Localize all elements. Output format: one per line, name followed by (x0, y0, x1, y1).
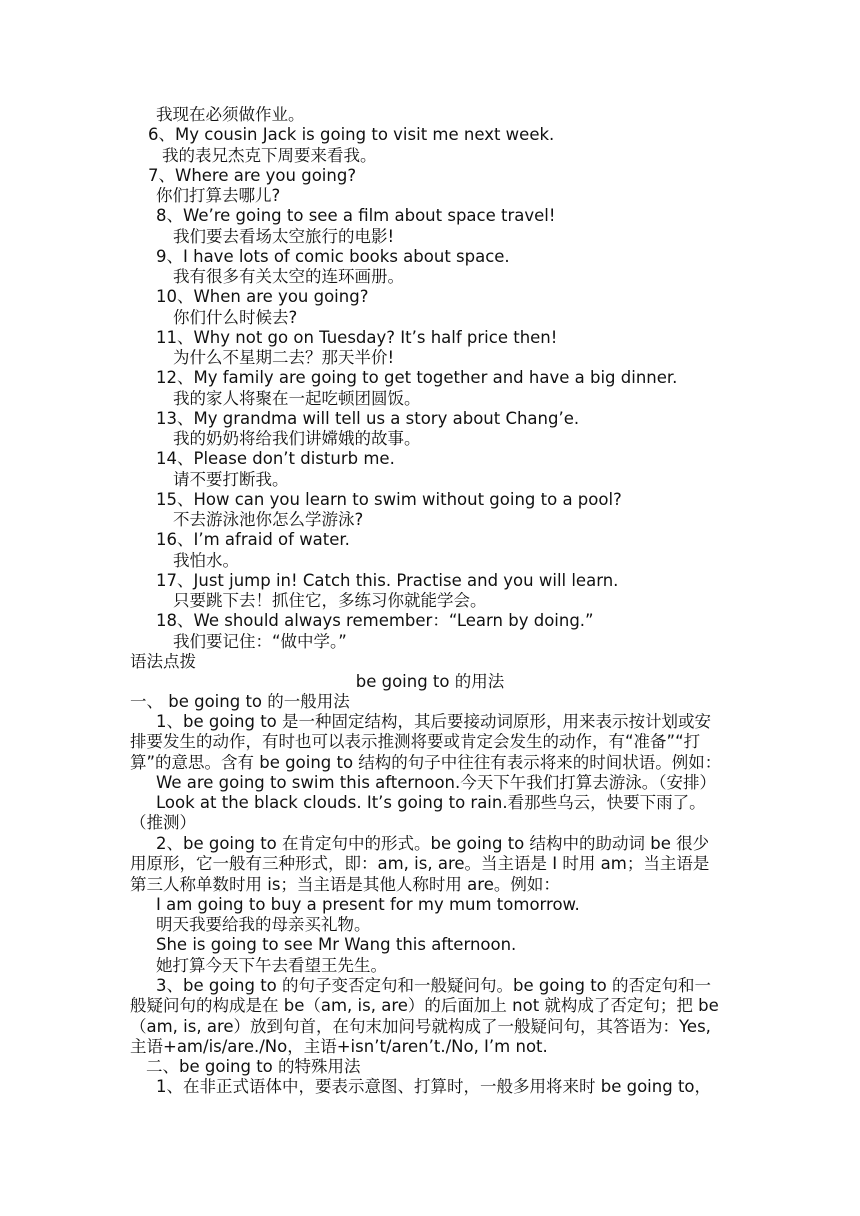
paragraph-1 (130, 712, 730, 834)
text-line: 1、be going to 是一种固定结构，其后要接动词原形，用来表示按计划或安 (156, 712, 712, 731)
text-line: 我的表兄杰克下周要来看我。 (162, 146, 377, 165)
text-line: 18、We should always remember：“Learn by doing.” (156, 611, 594, 630)
example-translation: 她打算今天下午去看望王先生。 (156, 955, 387, 975)
text-line: （推测） (130, 813, 196, 833)
section-title: be going to 的用法 (355, 672, 505, 691)
text-line: 7、Where are you going? (148, 166, 357, 185)
text-line: 只要跳下去！抓住它，多练习你就能学会。 (173, 591, 487, 610)
subsection-heading: 一、 be going to 的一般用法 (130, 692, 350, 711)
text-line: 9、I have lots of comic books about space. (156, 247, 510, 266)
text-line: 14、Please don’t disturb me. (156, 449, 395, 468)
text-line: 你们什么时候去? (173, 308, 298, 327)
paragraph-3 (130, 976, 730, 1098)
text-line: 我的奶奶将给我们讲嫦娥的故事。 (173, 429, 421, 448)
text-line: 我怕水。 (173, 551, 239, 570)
text-line: 第三人称单数时用 is；当主语是其他人称时用 are。例如： (130, 874, 560, 894)
text-line: 11、Why not go on Tuesday? It’s half price then! (156, 328, 558, 347)
text-line: 2、be going to 在肯定句中的形式。be going to 结构中的助动词 be 很少 (156, 834, 710, 853)
text-line: 10、When are you going? (156, 287, 369, 306)
text-line: 排要发生的动作，有时也可以表示推测将要或肯定会发生的动作，有“准备”“打 (130, 732, 701, 752)
text-line: 17、Just jump in! Catch this. Practise and you will learn. (156, 571, 619, 590)
text-line: 15、How can you learn to swim without going to a pool? (156, 490, 622, 509)
text-line: 请不要打断我。 (173, 470, 289, 489)
text-line: 我的家人将聚在一起吃顿团圆饭。 (173, 389, 421, 408)
text-line: 12、My family are going to get together and have a big dinner. (156, 368, 678, 387)
text-line: 用原形，它一般有三种形式，即：am, is, are。当主语是 I 时用 am；当主语是 (130, 854, 710, 874)
text-line: 1、在非正式语体中，要表示意图、打算时，一般多用将来时 be going to， (156, 1077, 712, 1097)
text-line: 你们打算去哪儿? (156, 186, 281, 205)
text-line: 3、be going to 的句子变否定句和一般疑问句。be going to 的否定句和一 (156, 976, 712, 995)
text-line: 为什么不星期二去？那天半价! (173, 348, 395, 367)
text-line: 我们要去看场太空旅行的电影! (173, 227, 395, 246)
text-line: 算”的意思。含有 be going to 结构的句子中往往有表示将来的时间状语。例如： (130, 752, 722, 772)
example-sentence: Look at the black clouds. It’s going to rain.看那些乌云，快要下雨了。 (156, 793, 706, 813)
text-line: 13、My grandma will tell us a story about Chang’e. (156, 409, 580, 428)
text-line: 不去游泳池你怎么学游泳? (173, 510, 364, 529)
subsection-heading: 二、be going to 的特殊用法 (146, 1057, 361, 1077)
section-heading: 语法点拨 (130, 652, 196, 671)
text-line: 般疑问句的构成是在 be（am, is, are）的后面加上 not 就构成了否定句；把 be (130, 996, 719, 1016)
example-sentence: I am going to buy a present for my mum tomorrow. (156, 894, 580, 914)
text-line: 8、We’re going to see a film about space travel! (156, 206, 556, 225)
example-sentence: She is going to see Mr Wang this afternoon. (156, 935, 517, 955)
text-line: 我现在必须做作业。 (156, 105, 305, 124)
paragraph-2 (130, 834, 730, 976)
text-line: 6、My cousin Jack is going to visit me next week. (148, 125, 555, 144)
text-line: 我有很多有关太空的连环画册。 (173, 267, 404, 286)
example-translation: 明天我要给我的母亲买礼物。 (156, 915, 371, 935)
example-sentence: We are going to swim this afternoon.今天下午我们打算去游泳。（安排） (156, 772, 717, 792)
text-line: 我们要记住：“做中学。” (173, 632, 347, 651)
text-line: 16、I’m afraid of water. (156, 530, 350, 549)
text-line: 主语+am/is/are./No，主语+isn’t/aren’t./No, I’m not. (130, 1036, 548, 1056)
text-line: （am, is, are）放到句首，在句末加问号就构成了一般疑问句，其答语为：Yes, (130, 1016, 711, 1036)
